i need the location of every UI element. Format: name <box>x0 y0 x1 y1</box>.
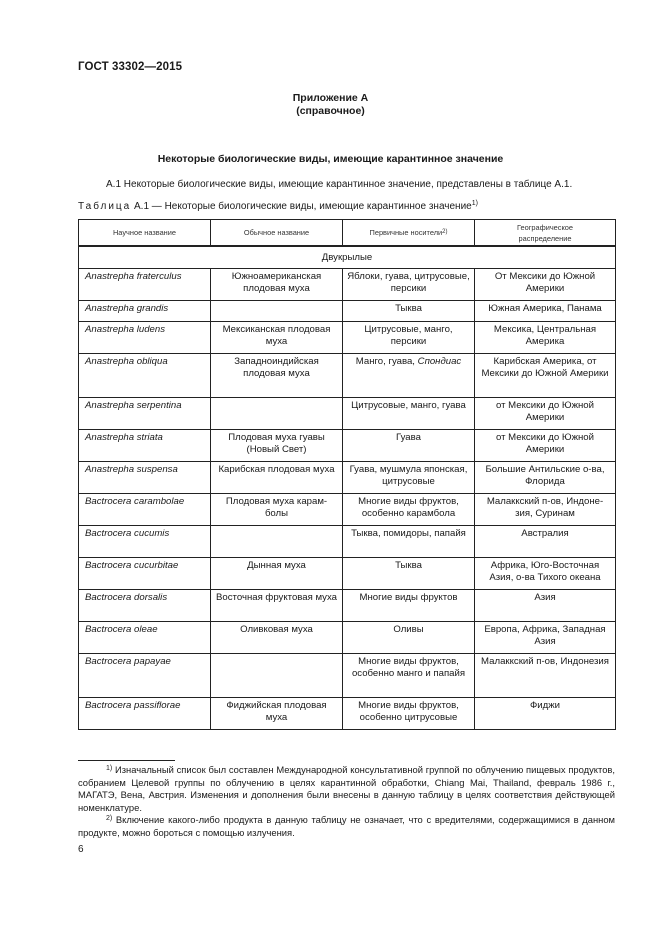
cell-geographic-distribution: От Мексики до Южной Америки <box>475 269 616 301</box>
intro-paragraph: А.1 Некоторые биологические виды, имеющие карантинное значение, представлены в таблице А.1. <box>106 179 573 190</box>
page-number: 6 <box>78 844 84 855</box>
cell-primary-hosts: Многие виды фруктов <box>343 590 475 622</box>
cell-common-name: Плодовая муха гуавы (Новый Свет) <box>211 430 343 462</box>
cell-common-name <box>211 526 343 558</box>
table-caption <box>78 201 478 212</box>
table-caption-prefix: Таблица <box>78 201 132 212</box>
table-row <box>79 301 616 322</box>
cell-scientific-name: Anastrepha grandis <box>79 301 211 322</box>
table-row <box>79 462 616 494</box>
footnote-2 <box>78 814 615 839</box>
cell-hosts-text: Манго, гуава, <box>355 356 418 367</box>
cell-common-name: Восточная фруктовая муха <box>211 590 343 622</box>
cell-geographic-distribution: Европа, Африка, Западная Азия <box>475 622 616 654</box>
table-header-row <box>79 220 616 247</box>
header-geo-line1: Географическое <box>516 222 574 232</box>
group-row <box>79 246 616 269</box>
table-row <box>79 526 616 558</box>
cell-scientific-name: Bactrocera oleae <box>79 622 211 654</box>
document-code: ГОСТ 33302—2015 <box>78 61 183 73</box>
header-primary-hosts-label: Первичные носители <box>369 228 443 237</box>
cell-scientific-name: Bactrocera dorsalis <box>79 590 211 622</box>
cell-primary-hosts <box>343 354 475 398</box>
cell-primary-hosts: Яблоки, гуава, цитрусовые, персики <box>343 269 475 301</box>
cell-primary-hosts: Оливы <box>343 622 475 654</box>
cell-primary-hosts: Многие виды фруктов, особенно карамбола <box>343 494 475 526</box>
header-primary-hosts <box>343 220 475 247</box>
cell-common-name: Оливковая муха <box>211 622 343 654</box>
table-row <box>79 494 616 526</box>
cell-scientific-name: Anastrepha ludens <box>79 322 211 354</box>
table-row <box>79 269 616 301</box>
cell-primary-hosts: Многие виды фруктов, особенно манго и папайя <box>343 654 475 698</box>
cell-primary-hosts: Тыква <box>343 558 475 590</box>
cell-primary-hosts: Гуава, мушмула японская, цитрусовые <box>343 462 475 494</box>
table-row <box>79 590 616 622</box>
table-row <box>79 322 616 354</box>
appendix-type: (справочное) <box>296 105 365 117</box>
appendix-title: Приложение А <box>292 92 369 104</box>
cell-common-name <box>211 654 343 698</box>
cell-common-name: Дынная муха <box>211 558 343 590</box>
cell-geographic-distribution: от Мексики до Южной Америки <box>475 398 616 430</box>
table-row <box>79 354 616 398</box>
group-label: Двукрылые <box>79 246 616 269</box>
cell-common-name: Фиджийская плодовая муха <box>211 698 343 730</box>
table-row <box>79 398 616 430</box>
cell-scientific-name: Anastrepha suspensa <box>79 462 211 494</box>
cell-common-name: Мексиканская плодовая муха <box>211 322 343 354</box>
footnote-2-text: Включение какого-либо продукта в данную таблицу не означает, что с вредителями, содержащимися в данном продукте, можно бороться с помощью излучения. <box>78 814 615 838</box>
cell-primary-hosts: Цитрусовые, манго, персики <box>343 322 475 354</box>
cell-geographic-distribution: Мексика, Центральная Америка <box>475 322 616 354</box>
footnote-2-mark: 2) <box>106 815 113 822</box>
cell-common-name <box>211 301 343 322</box>
header-hosts-footnote-mark: 2) <box>442 229 448 235</box>
cell-scientific-name: Bactrocera papayae <box>79 654 211 698</box>
cell-common-name: Плодовая муха карам-болы <box>211 494 343 526</box>
cell-scientific-name: Anastrepha serpentina <box>79 398 211 430</box>
cell-geographic-distribution: Африка, Юго-Восточная Азия, о-ва Тихого океана <box>475 558 616 590</box>
table-row <box>79 622 616 654</box>
cell-scientific-name: Bactrocera carambolae <box>79 494 211 526</box>
cell-primary-hosts: Цитрусовые, манго, гуава <box>343 398 475 430</box>
table-row <box>79 430 616 462</box>
cell-geographic-distribution: от Мексики до Южной Америки <box>475 430 616 462</box>
cell-primary-hosts: Многие виды фруктов, особенно цитрусовые <box>343 698 475 730</box>
cell-primary-hosts: Гуава <box>343 430 475 462</box>
cell-scientific-name: Anastrepha striata <box>79 430 211 462</box>
cell-primary-hosts: Тыква, помидоры, папайя <box>343 526 475 558</box>
cell-geographic-distribution: Малаккский п-ов, Индоне-зия, Суринам <box>475 494 616 526</box>
cell-geographic-distribution: Южная Америка, Панама <box>475 301 616 322</box>
header-geo-line2: распределение <box>518 233 572 243</box>
table-caption-footnote-mark: 1) <box>471 200 478 207</box>
cell-primary-hosts: Тыква <box>343 301 475 322</box>
cell-common-name: Карибская плодовая муха <box>211 462 343 494</box>
footnote-1-mark: 1) <box>106 765 113 772</box>
table-caption-text: А.1 — Некоторые биологические виды, имеющие карантинное значение <box>131 201 472 212</box>
cell-geographic-distribution: Азия <box>475 590 616 622</box>
cell-scientific-name: Bactrocera cucumis <box>79 526 211 558</box>
species-table <box>78 219 616 730</box>
table-row <box>79 558 616 590</box>
cell-scientific-name: Anastrepha fraterculus <box>79 269 211 301</box>
cell-common-name <box>211 398 343 430</box>
cell-geographic-distribution: Фиджи <box>475 698 616 730</box>
header-common-name: Обычное название <box>211 220 343 247</box>
section-title: Некоторые биологические виды, имеющие карантинное значение <box>157 153 504 165</box>
cell-common-name: Южноамериканская плодовая муха <box>211 269 343 301</box>
cell-geographic-distribution: Карибская Америка, от Мексики до Южной Америки <box>475 354 616 398</box>
cell-scientific-name: Bactrocera passiflorae <box>79 698 211 730</box>
header-geographic-distribution <box>475 220 616 247</box>
footnote-separator <box>78 760 175 761</box>
cell-geographic-distribution: Большие Антильские о-ва, Флорида <box>475 462 616 494</box>
cell-scientific-name: Anastrepha obliqua <box>79 354 211 398</box>
table-row <box>79 654 616 698</box>
cell-geographic-distribution: Австралия <box>475 526 616 558</box>
table-row <box>79 698 616 730</box>
footnote-1-text: Изначальный список был составлен Международной консультативной группой по облучению пищевых продуктов, собранием Целевой группы по облучению в целях карантинной обработки, Chiang Mai, Thailand, февраль 1986 г., МАГАТЭ, Вена, Австрия. Изменения и дополнения были внесены в данную таблицу в целях соответствия действующей номенклатуре. <box>78 764 615 813</box>
cell-hosts-italic-text: Спондиас <box>417 356 462 367</box>
header-scientific-name: Научное название <box>79 220 211 247</box>
cell-common-name: Западноиндийская плодовая муха <box>211 354 343 398</box>
cell-scientific-name: Bactrocera cucurbitae <box>79 558 211 590</box>
footnote-1 <box>78 764 615 814</box>
cell-geographic-distribution: Малаккский п-ов, Индонезия <box>475 654 616 698</box>
